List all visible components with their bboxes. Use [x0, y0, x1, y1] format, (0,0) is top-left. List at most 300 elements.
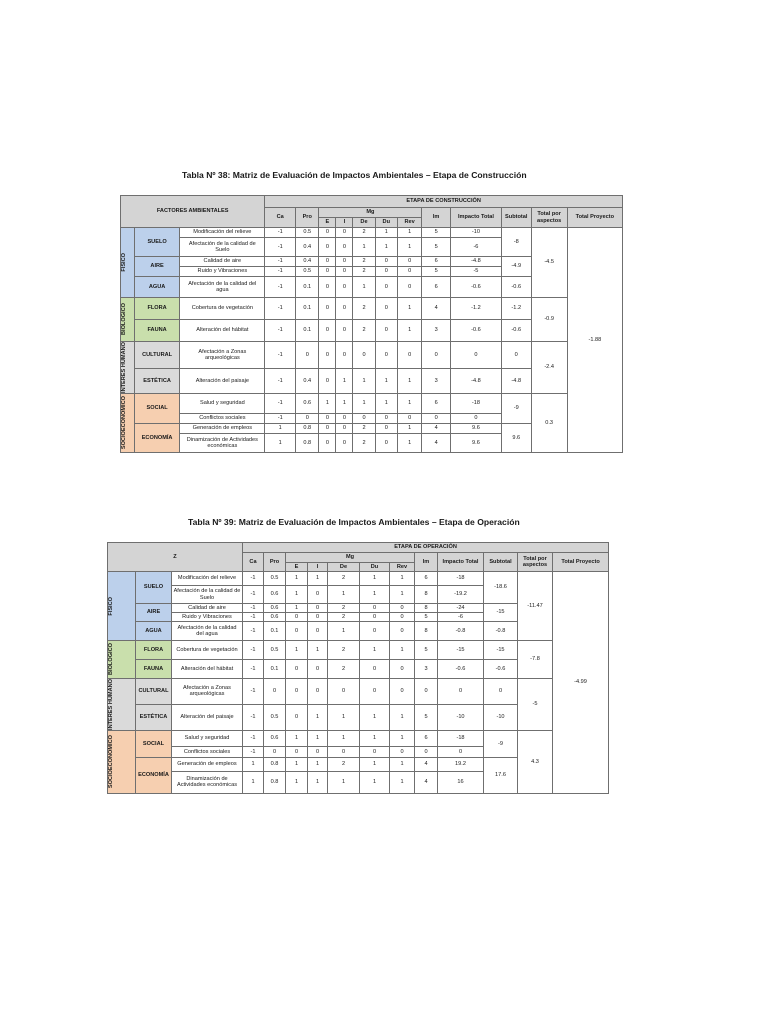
rev-value: 0 [397, 277, 421, 298]
factor: Salud y seguridad [180, 393, 265, 413]
de-value: 2 [328, 572, 360, 586]
subtotal-value: -18.6 [484, 572, 518, 604]
pro-value: 0.4 [296, 238, 319, 257]
im-value: 6 [415, 730, 438, 746]
component-fauna: FAUNA [134, 320, 180, 342]
im-value: 4 [415, 771, 438, 793]
aspect-total-value: -2.4 [531, 342, 567, 394]
de-value: 2 [353, 423, 375, 433]
de-header: De [328, 563, 360, 572]
group-biologico: BIOLÓGICO [121, 298, 135, 342]
im-value: 6 [422, 277, 451, 298]
factor: Afectación a Zonas arqueológicas [180, 342, 265, 369]
factor: Alteración del hábitat [180, 320, 265, 342]
component-agua: AGUA [136, 622, 172, 641]
im-value: 4 [422, 298, 451, 320]
ca-value: -1 [243, 746, 264, 757]
pro-value: 0.1 [296, 298, 319, 320]
im-value: 4 [422, 423, 451, 433]
i-value: 0 [336, 267, 353, 277]
total-aspectos-header: Total por aspectos [518, 553, 553, 572]
ca-value: 1 [265, 423, 296, 433]
etapa-header: ETAPA DE OPERACIÓN [243, 543, 609, 553]
pro-value: 0.6 [264, 604, 286, 613]
im-value: 5 [422, 228, 451, 238]
impacto-total-value: -1.2 [450, 298, 501, 320]
aspect-total-value: -0.9 [531, 298, 567, 342]
de-value: 2 [353, 257, 375, 267]
e-value: 0 [286, 660, 308, 679]
pro-value: 0.4 [296, 369, 319, 394]
group-fisico: FÍSICO [121, 228, 135, 298]
i-value: 1 [336, 393, 353, 413]
im-value: 3 [422, 320, 451, 342]
du-value: 0 [375, 423, 397, 433]
ca-value: -1 [265, 369, 296, 394]
e-value: 0 [319, 433, 336, 452]
component-agua: AGUA [134, 277, 180, 298]
ca-value: -1 [265, 393, 296, 413]
de-value: 2 [328, 757, 360, 771]
subtotal-value: -10 [484, 704, 518, 730]
de-value: 2 [328, 604, 360, 613]
aspect-total-value: 4.3 [518, 730, 553, 793]
de-value: 1 [353, 277, 375, 298]
factor: Calidad de aire [180, 257, 265, 267]
pro-value: 0.1 [296, 320, 319, 342]
component-fauna: FAUNA [136, 660, 172, 679]
de-value: 0 [353, 413, 375, 423]
factor: Alteración del hábitat [172, 660, 243, 679]
ca-value: 1 [243, 771, 264, 793]
subtotal-value: -4.9 [501, 257, 531, 277]
subtotal-value: -9 [484, 730, 518, 757]
im-value: 8 [415, 586, 438, 604]
e-value: 1 [286, 586, 308, 604]
pro-value: 0.6 [264, 586, 286, 604]
factor: Alteración del paisaje [172, 704, 243, 730]
table-38-caption: Tabla Nº 38: Matriz de Evaluación de Impactos Ambientales – Etapa de Construcción [182, 170, 527, 180]
du-value: 1 [375, 393, 397, 413]
pro-value: 0.5 [296, 228, 319, 238]
impacto-total-value: 0 [450, 413, 501, 423]
e-value: 0 [319, 228, 336, 238]
rev-value: 0 [390, 622, 415, 641]
de-value: 2 [328, 641, 360, 660]
im-value: 0 [422, 342, 451, 369]
impacto-total-value: 0 [438, 679, 484, 705]
i-value: 1 [308, 704, 328, 730]
factor: Afectación de la calidad del agua [180, 277, 265, 298]
ca-value: 1 [243, 757, 264, 771]
etapa-header: ETAPA DE CONSTRUCCIÓN [265, 196, 623, 208]
i-value: 0 [336, 277, 353, 298]
component-cultural: CULTURAL [136, 679, 172, 705]
de-value: 2 [353, 433, 375, 452]
subtotal-value: 9.6 [501, 423, 531, 452]
factor: Generación de empleos [180, 423, 265, 433]
factor: Ruido y Vibraciones [180, 267, 265, 277]
pro-value: 0.4 [296, 257, 319, 267]
de-value: 1 [328, 586, 360, 604]
group-fisico: FÍSICO [108, 572, 136, 641]
subtotal-value: -0.6 [501, 277, 531, 298]
du-value: 0 [375, 413, 397, 423]
table-39-operation [107, 542, 609, 794]
pro-header: Pro [264, 553, 286, 572]
de-value: 0 [353, 342, 375, 369]
e-header: E [286, 563, 308, 572]
de-value: 1 [353, 238, 375, 257]
subtotal-header: Subtotal [501, 208, 531, 228]
im-value: 5 [415, 641, 438, 660]
subtotal-value: -9 [501, 393, 531, 423]
rev-value: 1 [397, 423, 421, 433]
rev-value: 1 [390, 572, 415, 586]
du-value: 0 [375, 433, 397, 452]
ca-value: -1 [243, 613, 264, 622]
ca-value: -1 [243, 641, 264, 660]
i-header: I [336, 218, 353, 228]
i-value: 1 [308, 730, 328, 746]
impacto-total-value: 16 [438, 771, 484, 793]
aspect-total-value: -5 [518, 679, 553, 731]
du-value: 1 [375, 369, 397, 394]
component-aire: AIRE [134, 257, 180, 277]
rev-value: 0 [397, 267, 421, 277]
pro-value: 0.6 [296, 393, 319, 413]
im-value: 4 [415, 757, 438, 771]
ca-value: -1 [243, 572, 264, 586]
group-interes-humano: INTERÉS HUMANO [121, 342, 135, 394]
pro-value: 0 [296, 413, 319, 423]
rev-value: 1 [390, 586, 415, 604]
pro-value: 0 [264, 746, 286, 757]
ca-value: 1 [265, 433, 296, 452]
im-value: 3 [415, 660, 438, 679]
impacto-total-value: -4.8 [450, 257, 501, 267]
factor: Salud y seguridad [172, 730, 243, 746]
subtotal-value: 17.6 [484, 757, 518, 793]
e-value: 0 [319, 320, 336, 342]
impacto-total-value: -18 [450, 393, 501, 413]
i-value: 1 [308, 641, 328, 660]
de-value: 2 [328, 660, 360, 679]
pro-value: 0.6 [264, 730, 286, 746]
i-value: 1 [308, 771, 328, 793]
i-value: 0 [308, 679, 328, 705]
ca-header: Ca [243, 553, 264, 572]
factor: Ruido y Vibraciones [172, 613, 243, 622]
e-value: 0 [286, 679, 308, 705]
impacto-total-value: -6 [450, 238, 501, 257]
ca-value: -1 [265, 342, 296, 369]
subtotal-value: -8 [501, 228, 531, 257]
pro-value: 0.6 [264, 613, 286, 622]
de-value: 1 [328, 704, 360, 730]
component-economia: ECONOMÍA [134, 423, 180, 452]
ca-value: -1 [265, 413, 296, 423]
rev-value: 0 [390, 660, 415, 679]
e-value: 0 [319, 267, 336, 277]
du-value: 1 [360, 704, 390, 730]
i-value: 0 [336, 298, 353, 320]
du-value: 1 [375, 238, 397, 257]
impacto-total-value: -10 [450, 228, 501, 238]
du-value: 1 [360, 572, 390, 586]
e-value: 0 [319, 369, 336, 394]
im-value: 5 [422, 267, 451, 277]
aspect-total-value: -11.47 [518, 572, 553, 641]
ca-value: -1 [265, 277, 296, 298]
im-header: Im [422, 208, 451, 228]
i-value: 0 [308, 660, 328, 679]
factor: Conflictos sociales [172, 746, 243, 757]
impacto-total-value: -0.6 [450, 320, 501, 342]
du-value: 0 [375, 267, 397, 277]
rev-value: 0 [397, 413, 421, 423]
pro-value: 0.8 [296, 423, 319, 433]
e-header: E [319, 218, 336, 228]
pro-value: 0 [296, 342, 319, 369]
rev-value: 1 [397, 369, 421, 394]
ca-value: -1 [265, 298, 296, 320]
ca-value: -1 [265, 238, 296, 257]
total-proyecto-header: Total Proyecto [553, 553, 609, 572]
ca-value: -1 [243, 586, 264, 604]
mg-header: Mg [319, 208, 422, 218]
i-header: I [308, 563, 328, 572]
component-flora: FLORA [136, 641, 172, 660]
du-header: Du [360, 563, 390, 572]
component-aire: AIRE [136, 604, 172, 622]
subtotal-value: 0 [501, 342, 531, 369]
rev-value: 1 [397, 238, 421, 257]
im-value: 8 [415, 604, 438, 613]
im-value: 0 [415, 746, 438, 757]
factores-header: FACTORES AMBIENTALES [121, 196, 265, 228]
impacto-total-value: -0.6 [450, 277, 501, 298]
ca-value: -1 [243, 622, 264, 641]
e-value: 1 [286, 730, 308, 746]
i-value: 0 [308, 622, 328, 641]
rev-value: 0 [390, 604, 415, 613]
rev-value: 1 [397, 393, 421, 413]
rev-value: 1 [397, 298, 421, 320]
factor: Cobertura de vegetación [180, 298, 265, 320]
i-value: 0 [336, 320, 353, 342]
component-estetica: ESTÉTICA [136, 704, 172, 730]
pro-value: 0.5 [296, 267, 319, 277]
du-value: 0 [375, 298, 397, 320]
de-value: 1 [328, 771, 360, 793]
im-value: 0 [422, 413, 451, 423]
impacto-total-value: -6 [438, 613, 484, 622]
factor: Dinamización de Actividades económicas [172, 771, 243, 793]
e-value: 0 [286, 704, 308, 730]
du-value: 0 [360, 660, 390, 679]
du-value: 0 [360, 746, 390, 757]
impacto-total-header: Impacto Total [438, 553, 484, 572]
group-socioeconomico: SOCIOECONÓMICO [121, 393, 135, 452]
impacto-total-value: 9.6 [450, 423, 501, 433]
component-cultural: CULTURAL [134, 342, 180, 369]
subtotal-value: -1.2 [501, 298, 531, 320]
i-value: 0 [336, 423, 353, 433]
group-interes-humano: INTERÉS HUMANO [108, 679, 136, 731]
i-value: 1 [336, 369, 353, 394]
subtotal-value: -15 [484, 604, 518, 622]
rev-value: 1 [397, 320, 421, 342]
de-value: 2 [353, 228, 375, 238]
factor: Dinamización de Actividades económicas [180, 433, 265, 452]
impacto-total-value: -4.8 [450, 369, 501, 394]
subtotal-value: -0.6 [501, 320, 531, 342]
factor: Generación de empleos [172, 757, 243, 771]
rev-value: 0 [397, 257, 421, 267]
component-flora: FLORA [134, 298, 180, 320]
pro-value: 0.1 [296, 277, 319, 298]
rev-value: 1 [390, 757, 415, 771]
du-value: 1 [360, 730, 390, 746]
e-value: 0 [286, 746, 308, 757]
component-social: SOCIAL [134, 393, 180, 423]
i-value: 0 [336, 228, 353, 238]
de-header: De [353, 218, 375, 228]
component-suelo: SUELO [136, 572, 172, 604]
factor: Conflictos sociales [180, 413, 265, 423]
impacto-total-value: -19.2 [438, 586, 484, 604]
du-value: 1 [360, 757, 390, 771]
factor: Afectación a Zonas arqueológicas [172, 679, 243, 705]
e-value: 1 [286, 572, 308, 586]
im-value: 6 [415, 572, 438, 586]
total-aspectos-header: Total por aspectos [531, 208, 567, 228]
im-value: 5 [415, 704, 438, 730]
du-value: 0 [375, 277, 397, 298]
subtotal-value: -0.6 [484, 660, 518, 679]
im-value: 4 [422, 433, 451, 452]
impacto-total-value: -10 [438, 704, 484, 730]
mg-header: Mg [286, 553, 415, 563]
component-estetica: ESTÉTICA [134, 369, 180, 394]
du-value: 1 [360, 586, 390, 604]
subtotal-header: Subtotal [484, 553, 518, 572]
group-socioeconomico: SOCIOECONÓMICO [108, 730, 136, 793]
e-value: 0 [286, 622, 308, 641]
i-value: 0 [336, 342, 353, 369]
factor: Afectación de la calidad de Suelo [172, 586, 243, 604]
total-proyecto-header: Total Proyecto [567, 208, 622, 228]
project-total-value: -1.88 [567, 228, 622, 453]
i-value: 1 [308, 572, 328, 586]
i-value: 0 [336, 413, 353, 423]
impacto-total-value: 0 [438, 746, 484, 757]
i-value: 0 [336, 257, 353, 267]
de-value: 1 [328, 730, 360, 746]
component-social: SOCIAL [136, 730, 172, 757]
impacto-total-value: 0 [450, 342, 501, 369]
factor: Afectación de la calidad del agua [172, 622, 243, 641]
im-value: 0 [415, 679, 438, 705]
du-value: 1 [375, 228, 397, 238]
du-value: 0 [375, 320, 397, 342]
im-value: 6 [422, 257, 451, 267]
impacto-total-value: -5 [450, 267, 501, 277]
ca-value: -1 [243, 660, 264, 679]
impacto-total-value: 9.6 [450, 433, 501, 452]
i-value: 0 [308, 746, 328, 757]
factor: Calidad de aire [172, 604, 243, 613]
im-value: 5 [415, 613, 438, 622]
pro-value: 0.8 [264, 771, 286, 793]
i-value: 0 [336, 433, 353, 452]
rev-header: Rev [390, 563, 415, 572]
factores-header: Z [108, 543, 243, 572]
i-value: 0 [308, 604, 328, 613]
im-header: Im [415, 553, 438, 572]
de-value: 0 [328, 746, 360, 757]
rev-value: 1 [397, 228, 421, 238]
ca-value: -1 [243, 704, 264, 730]
impacto-total-value: 19.2 [438, 757, 484, 771]
e-value: 0 [319, 238, 336, 257]
pro-value: 0.5 [264, 704, 286, 730]
rev-value: 1 [390, 641, 415, 660]
im-value: 6 [422, 393, 451, 413]
table-39-caption: Tabla Nº 39: Matriz de Evaluación de Impactos Ambientales – Etapa de Operación [188, 517, 520, 527]
impacto-total-value: -18 [438, 572, 484, 586]
im-value: 8 [415, 622, 438, 641]
e-value: 0 [286, 613, 308, 622]
de-value: 1 [353, 393, 375, 413]
e-value: 1 [286, 757, 308, 771]
ca-header: Ca [265, 208, 296, 228]
e-value: 0 [319, 277, 336, 298]
factor: Modificación del relieve [172, 572, 243, 586]
ca-value: -1 [243, 679, 264, 705]
e-value: 0 [319, 342, 336, 369]
table-38-construction [120, 195, 623, 453]
ca-value: -1 [243, 730, 264, 746]
de-value: 0 [328, 679, 360, 705]
factor: Modificación del relieve [180, 228, 265, 238]
ca-value: -1 [243, 604, 264, 613]
de-value: 2 [353, 267, 375, 277]
component-economia: ECONOMÍA [136, 757, 172, 793]
factor: Cobertura de vegetación [172, 641, 243, 660]
e-value: 1 [286, 771, 308, 793]
component-suelo: SUELO [134, 228, 180, 257]
rev-value: 0 [390, 746, 415, 757]
rev-value: 1 [390, 704, 415, 730]
ca-value: -1 [265, 267, 296, 277]
de-value: 2 [328, 613, 360, 622]
e-value: 1 [286, 641, 308, 660]
pro-value: 0.1 [264, 660, 286, 679]
i-value: 0 [308, 613, 328, 622]
im-value: 5 [422, 238, 451, 257]
impacto-total-value: -24 [438, 604, 484, 613]
subtotal-value: -4.8 [501, 369, 531, 394]
e-value: 1 [319, 393, 336, 413]
ca-value: -1 [265, 320, 296, 342]
du-header: Du [375, 218, 397, 228]
group-biologico: BIOLÓGICO [108, 641, 136, 679]
du-value: 0 [375, 342, 397, 369]
impacto-total-value: -18 [438, 730, 484, 746]
e-value: 0 [319, 413, 336, 423]
